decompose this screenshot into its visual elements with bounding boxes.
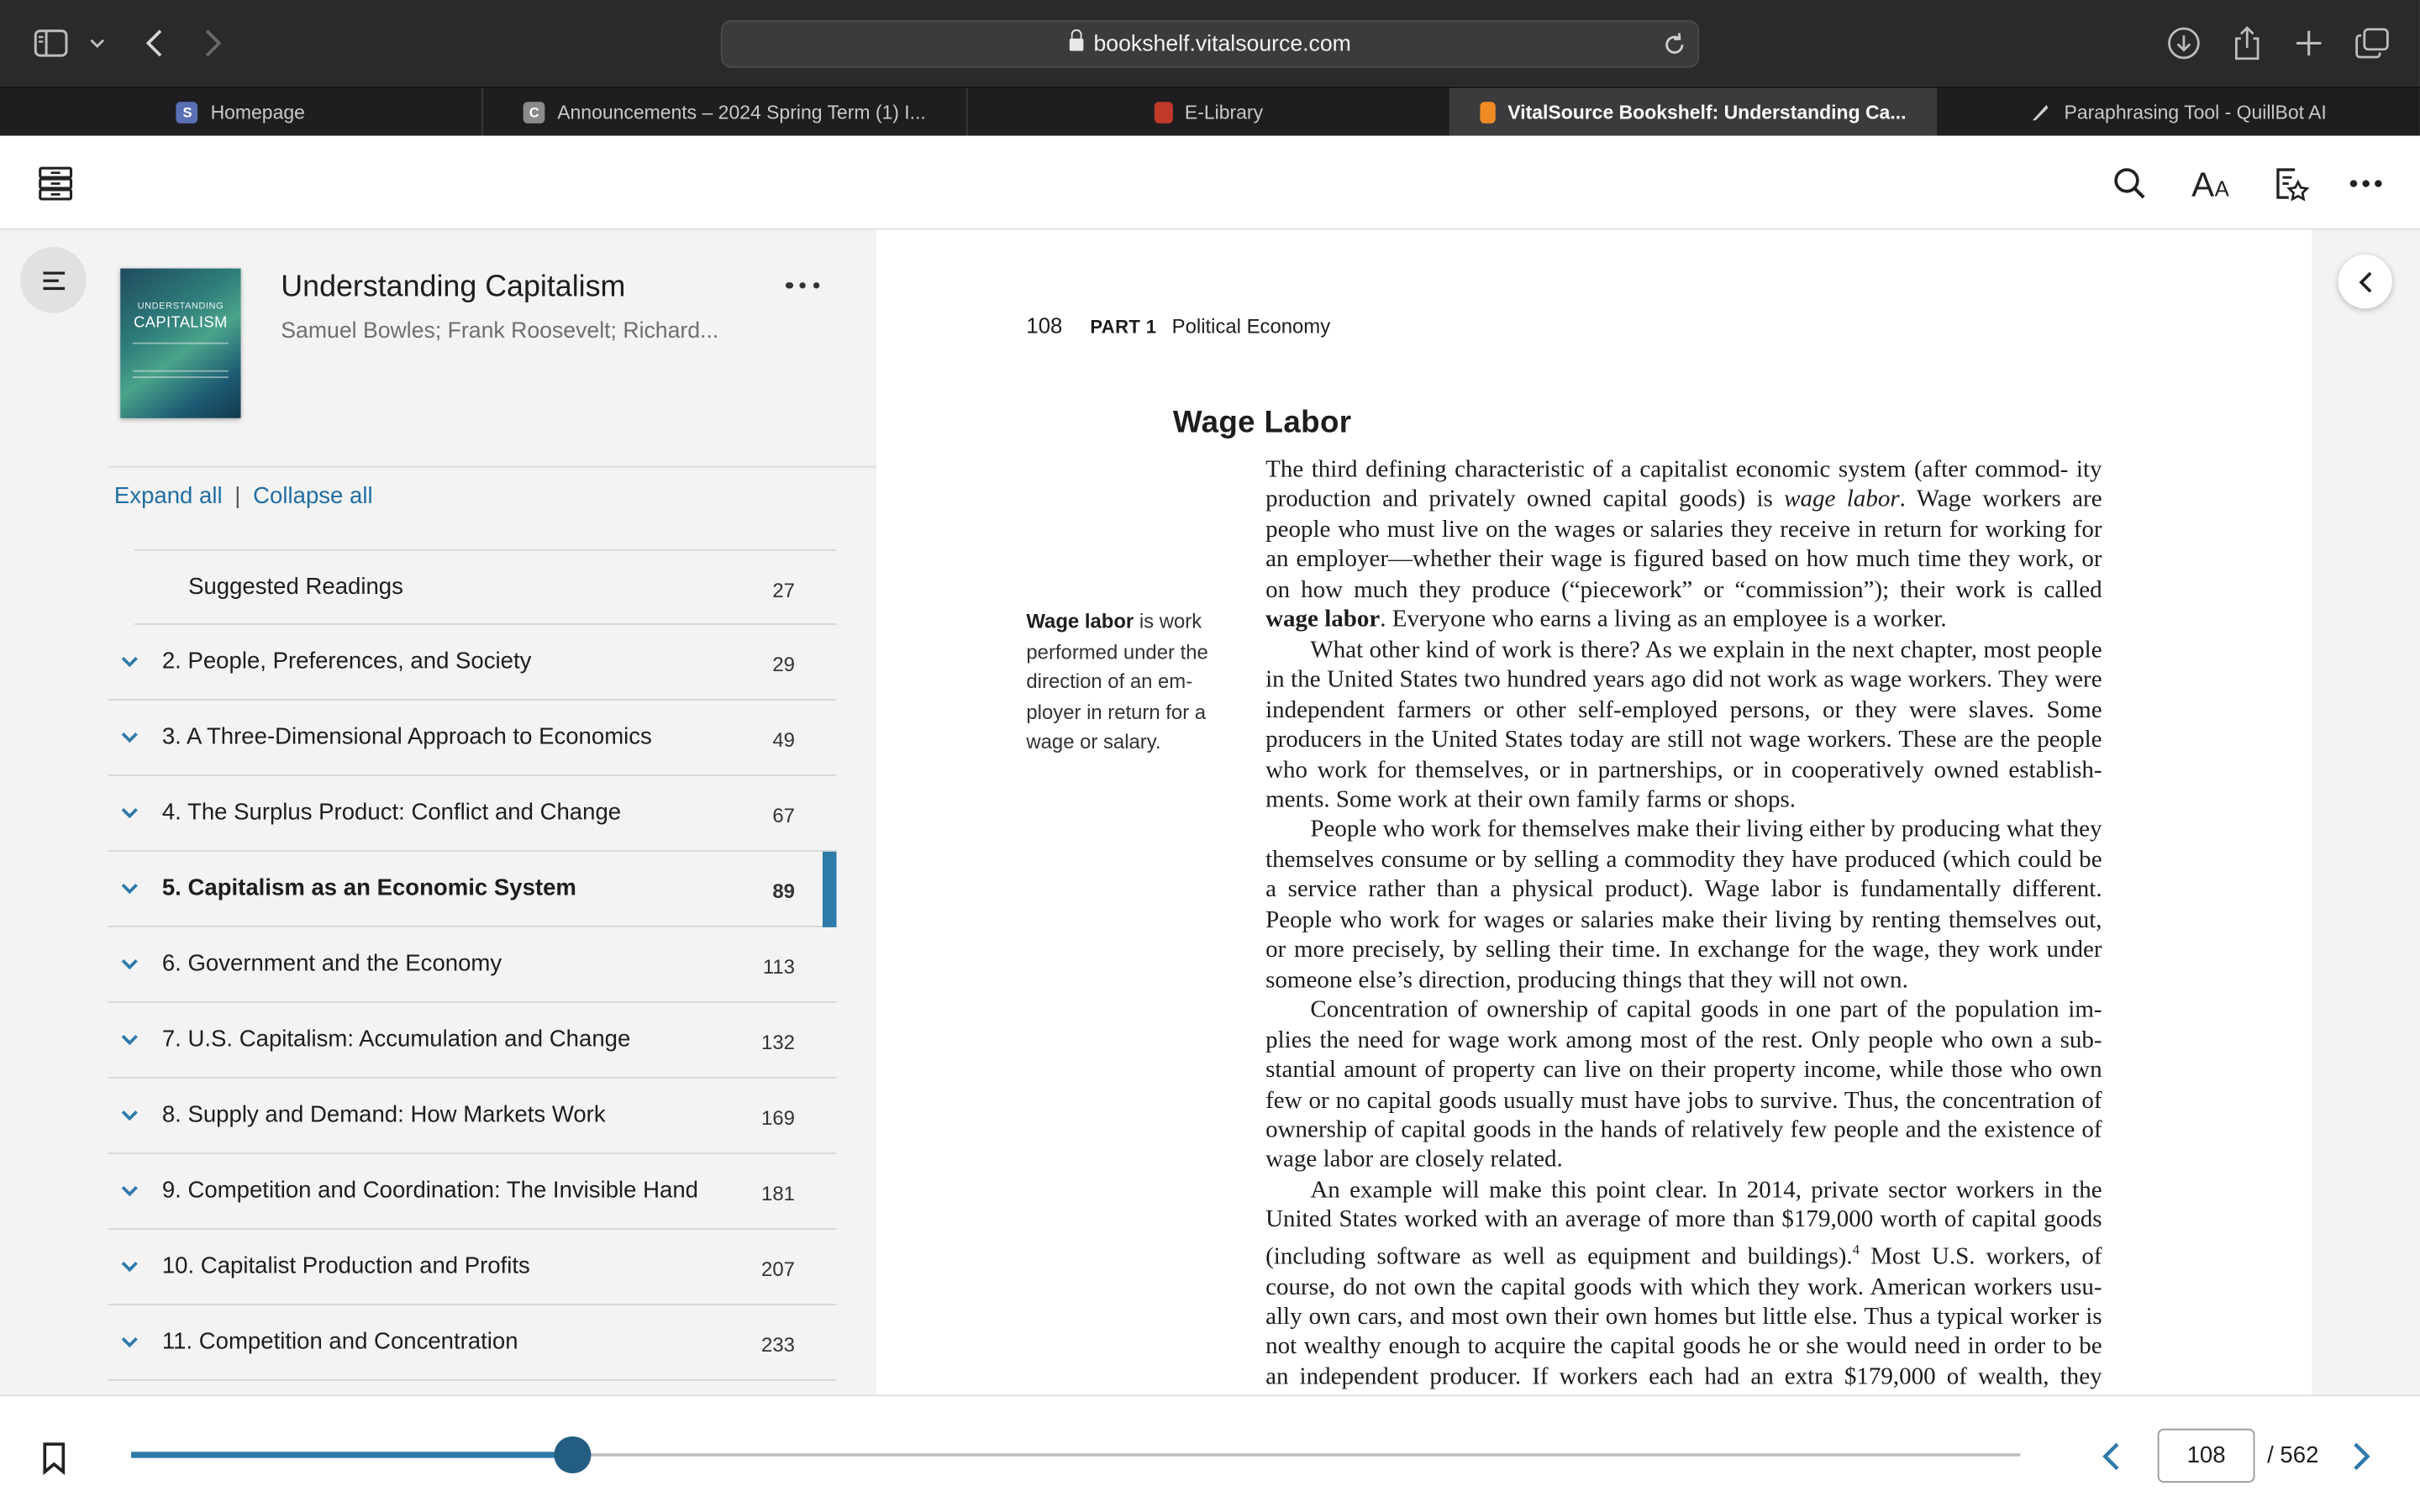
toc-chapter-label: 4. The Surplus Product: Conflict and Change: [161, 799, 622, 826]
browser-toolbar: [0, 0, 2420, 87]
margin-term: Wage labor: [1026, 609, 1134, 633]
toc-chapter-label: 10. Capitalist Production and Profits: [161, 1252, 530, 1279]
chevron-down-icon[interactable]: [120, 1333, 139, 1352]
toc-sidebar: [0, 230, 876, 1395]
toc-chapter-page: 132: [761, 1030, 795, 1054]
book-authors: Samuel Bowles; Frank Roosevelt; Richard...: [281, 319, 719, 344]
tab-overview-icon[interactable]: [2354, 24, 2391, 61]
next-page-icon[interactable]: [2350, 1441, 2378, 1472]
expand-all-link[interactable]: Expand all: [113, 482, 223, 510]
chevron-down-icon[interactable]: [120, 1031, 139, 1049]
svg-text:A: A: [2214, 177, 2229, 202]
chevron-down-icon[interactable]: [120, 1257, 139, 1276]
toc-subitem-suggested-readings[interactable]: [134, 549, 837, 625]
total-pages: / 562: [2267, 1442, 2319, 1469]
book-favicon-icon: [1154, 101, 1172, 123]
tab-elibrary[interactable]: [968, 88, 1451, 136]
toc-chapter-page: 233: [761, 1332, 795, 1357]
slider-handle[interactable]: [554, 1436, 591, 1473]
reader-header: [0, 136, 2420, 230]
page-number-input[interactable]: 108: [2158, 1429, 2255, 1483]
tab-label: Homepage: [210, 101, 305, 123]
margin-definition: [1026, 606, 1229, 757]
toc-chapter-page: 207: [761, 1257, 795, 1281]
page-number: 108: [1026, 312, 1063, 339]
tab-label: VitalSource Bookshelf: Understanding Ca...: [1507, 101, 1907, 123]
running-header: [1026, 313, 1330, 338]
bookshelf-icon[interactable]: [35, 164, 76, 204]
part-label: PART 1: [1090, 316, 1157, 339]
toc-chapter-label: 7. U.S. Capitalism: Accumulation and Change: [161, 1026, 631, 1053]
svg-text:A: A: [2191, 165, 2215, 204]
toc-chapter-row[interactable]: [108, 927, 837, 1003]
toc-menu-button[interactable]: [20, 247, 87, 313]
part-title: Political Economy: [1171, 314, 1331, 339]
back-icon[interactable]: [140, 24, 168, 61]
paragraph: People who work for themselves make their living either by producing what they themselves consume or by selling a commodity they have produced (which could be a service rather than a physical product). Wage labor is fundamentally different. People who work for wages or salaries make their living by renting themselves out, or more precisely, by selling their time. In exchange for the wage, they work under someone else’s direction, producing things that they will not own.: [1265, 816, 2102, 994]
reader-footer: [0, 1394, 2420, 1512]
chevron-down-icon[interactable]: [120, 879, 139, 898]
toc-chapter-label: 3. A Three-Dimensional Approach to Economics: [161, 723, 652, 750]
page-slider[interactable]: [131, 1453, 2020, 1457]
chevron-down-icon[interactable]: [120, 653, 139, 671]
toc-chapter-label: 2. People, Preferences, and Society: [161, 648, 532, 675]
toc-chapter-row[interactable]: [108, 701, 837, 776]
bookmark-icon[interactable]: [42, 1442, 66, 1473]
vitalsource-favicon-icon: [1480, 101, 1495, 123]
chevron-down-icon[interactable]: [120, 804, 139, 822]
lock-icon: [1069, 39, 1083, 51]
book-title: Understanding Capitalism: [281, 270, 626, 304]
bookmarks-list-icon[interactable]: [2270, 164, 2311, 204]
chevron-left-icon: [2358, 270, 2373, 292]
search-icon[interactable]: [2110, 164, 2150, 204]
toc-chapter-label: 11. Competition and Concentration: [161, 1328, 518, 1355]
font-size-icon[interactable]: [2190, 164, 2236, 204]
toc-chapter-page: 29: [772, 652, 795, 676]
more-options-icon[interactable]: [2346, 164, 2386, 204]
expand-collapse-controls: [114, 483, 373, 509]
toc-chapter-row[interactable]: [108, 852, 837, 927]
reader-page: [876, 230, 2312, 1395]
divider: [108, 466, 877, 468]
book-cover: [120, 269, 240, 418]
tab-label: E-Library: [1184, 101, 1264, 123]
toc-chapter-row[interactable]: [108, 625, 837, 701]
url-text: bookshelf.vitalsource.com: [1093, 32, 1351, 57]
toc-chapter-row[interactable]: [108, 1154, 837, 1230]
homepage-favicon-icon: S: [176, 101, 198, 123]
collapse-all-link[interactable]: Collapse all: [253, 482, 373, 510]
tab-bar: [0, 87, 2420, 136]
margin-text: is work performed under the direction of an em- ployer in return for a wage or salary.: [1026, 609, 1208, 753]
tab-announcements[interactable]: [483, 88, 968, 136]
tab-label: Announcements – 2024 Spring Term (1) I...: [557, 101, 926, 123]
toc-chapter-page: 49: [772, 727, 795, 752]
toc-chapter-label: 5. Capitalism as an Economic System: [161, 874, 576, 901]
share-icon[interactable]: [2230, 24, 2264, 61]
download-icon[interactable]: [2165, 24, 2202, 61]
toc-item-page: 27: [772, 578, 795, 602]
address-bar[interactable]: [721, 20, 1699, 68]
toc-chapter-label: 6. Government and the Economy: [161, 950, 502, 977]
toc-chapter-page: 67: [772, 803, 795, 827]
toc-chapter-row[interactable]: [108, 1305, 837, 1381]
paragraph: Concentration of ownership of capital goods in one part of the population im- plies the need for wage work among most of the rest. Only people who own a sub- stantial amount of property can live on their property income, while those who own few or no capital goods usually must have jobs to survive. Thus, the concentration of ownership of capital goods in the hands of relatively few people and the existence of wage labor are closely related.: [1265, 996, 2102, 1173]
cover-subtitle: UNDERSTANDING: [137, 302, 224, 312]
tab-quillbot[interactable]: [1937, 88, 2420, 136]
toc-chapter-page: 181: [761, 1181, 795, 1205]
toc-chapter-row[interactable]: [108, 776, 837, 852]
toc-chapter-row[interactable]: [108, 1003, 837, 1079]
tab-homepage[interactable]: [0, 88, 483, 136]
chevron-down-icon[interactable]: [120, 1182, 139, 1200]
previous-page-icon[interactable]: [2101, 1441, 2128, 1472]
section-heading: Wage Labor: [1172, 406, 1352, 440]
paragraph: The third defining characteristic of a capitalist economic system (after commod- ity production and privately owned capital goods) is wage labor. Wage workers are people who must live on the wages or salaries they receive in return for working for an employer—whether their wage is figured based on how much time they work, or on how much they produce (“piecework” or “commission”); their work is called wage labor. Everyone who earns a living as an employee is a worker.: [1265, 456, 2102, 633]
toc-item-label: Suggested Readings: [188, 574, 403, 601]
link-separator: |: [234, 482, 241, 510]
sidebar-toggle-icon[interactable]: [34, 24, 67, 61]
active-chapter-marker: [823, 852, 837, 927]
paragraph: What other kind of work is there? As we explain in the next chapter, most people in the United States two hundred years ago did not work as wage workers. They were independent farmers or other self-employed persons, or they were slaves. Some producers in the United States today are still not wage workers. These are the people who work for themselves, or in partnerships, or in cooperatively owned establish- ments. Some work at their own family farms or shops.: [1265, 637, 2102, 813]
quill-favicon-icon: [2030, 101, 2052, 123]
chevron-down-icon[interactable]: [120, 728, 139, 747]
new-tab-icon[interactable]: [2291, 24, 2325, 61]
toc-chapter-page: 113: [762, 954, 795, 979]
chevron-down-icon[interactable]: [120, 955, 139, 974]
toc-chapter-row[interactable]: [108, 1230, 837, 1305]
tab-vitalsource[interactable]: [1450, 88, 1937, 136]
toc-chapter-label: 9. Competition and Coordination: The Invisible Hand: [161, 1177, 698, 1204]
cover-title: CAPITALISM: [134, 314, 228, 332]
forward-icon[interactable]: [199, 24, 227, 61]
slider-progress: [131, 1452, 572, 1457]
toc-chapter-row[interactable]: [108, 1079, 837, 1154]
right-gutter: [2312, 230, 2420, 1395]
page-body: [1265, 455, 2102, 1422]
toc-chapter-label: 8. Supply and Demand: How Markets Work: [161, 1101, 606, 1128]
toc-chapter-page: 89: [772, 879, 795, 903]
book-more-options-icon[interactable]: [786, 276, 819, 295]
paragraph: An example will make this point clear. In 2014, private sector workers in the United States worked with an average of more than $179,000 worth of capital goods (including software as well as equipment and buildings).$^4$ Most U.S. workers, of course, do not own the capital goods with which they work. American workers usu- ally own cars, and most own their own homes but little else. Thus a typical worker is not wealthy enough to acquire the capital goods he or she would need in order to be an independent producer. If workers each had an extra $179,000 of wealth, they: [1265, 1177, 2102, 1390]
chevron-down-icon[interactable]: [87, 24, 108, 61]
tab-label: Paraphrasing Tool - QuillBot AI: [2064, 101, 2327, 123]
collapse-panel-button[interactable]: [2338, 255, 2392, 308]
menu-lines-icon: [41, 270, 66, 291]
chevron-down-icon[interactable]: [120, 1106, 139, 1125]
canvas-favicon-icon: C: [523, 101, 545, 123]
toc-chapter-page: 169: [761, 1105, 795, 1130]
reload-icon[interactable]: [1660, 31, 1688, 59]
